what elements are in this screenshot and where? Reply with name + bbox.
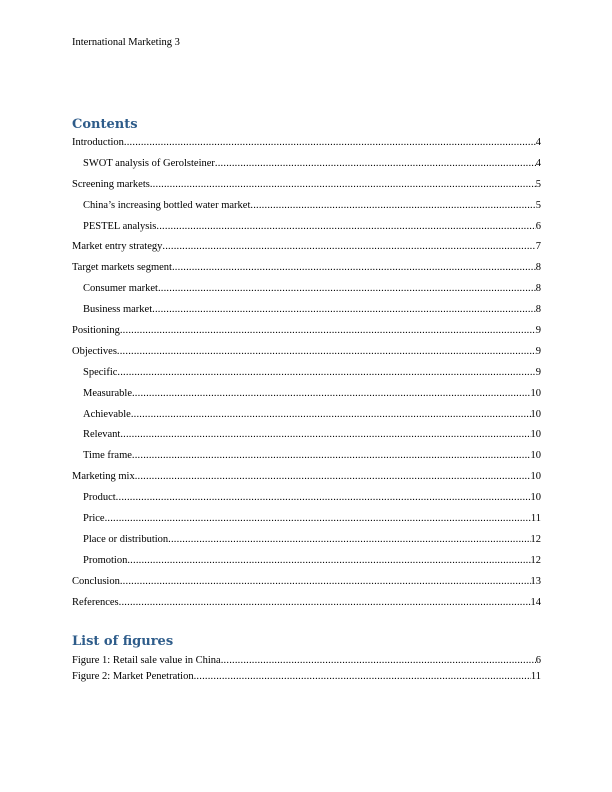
- toc-entry[interactable]: [72, 366, 541, 387]
- dot-leader: [158, 282, 536, 295]
- toc-entry-page-number: 8: [535, 262, 541, 274]
- toc-entry-page-number: 6: [535, 220, 541, 232]
- running-header: International Marketing 3: [72, 37, 180, 48]
- toc-entry[interactable]: [72, 554, 541, 575]
- dot-leader: [119, 596, 531, 609]
- toc-entry[interactable]: [72, 428, 541, 449]
- toc-entry[interactable]: [72, 512, 541, 533]
- dot-leader: [120, 575, 531, 588]
- toc-entry-page-number: 9: [535, 325, 541, 337]
- toc-entry[interactable]: [72, 178, 541, 199]
- toc-entry-title: Place or distribution: [83, 533, 169, 545]
- toc-entry-title: Objectives: [72, 345, 117, 357]
- toc-entry[interactable]: [72, 345, 541, 366]
- toc-entry[interactable]: [72, 261, 541, 282]
- toc-entry-page-number: 14: [530, 596, 541, 608]
- toc-entry-title: Promotion: [83, 554, 128, 566]
- toc-entry-title: Business market: [83, 304, 153, 316]
- toc-entry[interactable]: [72, 533, 541, 554]
- toc-entry-title: Introduction: [72, 137, 124, 148]
- dot-leader: [105, 512, 531, 525]
- dot-leader: [120, 324, 536, 337]
- toc-entry[interactable]: [72, 324, 541, 345]
- list-of-figures: [72, 654, 541, 686]
- dot-leader: [135, 470, 531, 483]
- toc-entry-title: Measurable: [83, 387, 132, 399]
- toc-entry-title: Figure 1: Retail sale value in China: [72, 655, 221, 666]
- toc-entry-title: Conclusion: [72, 575, 120, 587]
- toc-entry[interactable]: [72, 240, 541, 261]
- figures-heading: List of figures: [72, 634, 174, 649]
- toc-entry-title: Marketing mix: [72, 471, 135, 483]
- dot-leader: [194, 670, 531, 683]
- toc-entry-title: Product: [83, 492, 116, 504]
- toc-entry-page-number: 10: [530, 450, 541, 462]
- toc-entry-page-number: 10: [530, 492, 541, 504]
- dot-leader: [120, 428, 530, 441]
- dot-leader: [117, 345, 536, 358]
- toc-entry-title: Price: [83, 513, 105, 525]
- toc-entry-title: Time frame: [83, 450, 132, 462]
- toc-entry[interactable]: [72, 596, 541, 617]
- dot-leader: [250, 199, 535, 212]
- toc-entry-page-number: 10: [530, 408, 541, 420]
- toc-entry-title: Specific: [83, 366, 118, 378]
- dot-leader: [221, 654, 536, 667]
- toc-entry-title: China’s increasing bottled water market: [83, 199, 251, 211]
- toc-entry-title: Market entry strategy: [72, 241, 163, 253]
- toc-entry-page-number: 10: [530, 471, 541, 483]
- toc-entry-page-number: 6: [535, 655, 541, 666]
- toc-entry[interactable]: [72, 408, 541, 429]
- dot-leader: [124, 136, 536, 149]
- toc-entry-page-number: 5: [535, 178, 541, 190]
- toc-entry-title: Positioning: [72, 325, 120, 337]
- table-of-contents: [72, 136, 541, 616]
- toc-entry[interactable]: [72, 282, 541, 303]
- toc-entry-title: References: [72, 596, 119, 608]
- dot-leader: [116, 491, 531, 504]
- dot-leader: [172, 261, 536, 274]
- toc-entry[interactable]: [72, 303, 541, 324]
- dot-leader: [168, 533, 530, 546]
- toc-entry-page-number: 12: [530, 533, 541, 545]
- toc-entry[interactable]: [72, 387, 541, 408]
- dot-leader: [127, 554, 530, 567]
- dot-leader: [132, 449, 531, 462]
- toc-entry-title: Screening markets: [72, 178, 150, 190]
- toc-entry[interactable]: [72, 575, 541, 596]
- toc-entry-page-number: 10: [530, 429, 541, 441]
- dot-leader: [150, 178, 536, 191]
- dot-leader: [162, 240, 535, 253]
- toc-entry-title: Target markets segment: [72, 262, 172, 274]
- contents-heading: Contents: [72, 117, 138, 132]
- toc-entry-page-number: 12: [530, 554, 541, 566]
- toc-entry[interactable]: [72, 157, 541, 178]
- toc-entry-title: Relevant: [83, 429, 121, 441]
- toc-entry[interactable]: [72, 449, 541, 470]
- toc-entry-title: Consumer market: [83, 283, 158, 295]
- toc-entry-title: Figure 2: Market Penetration: [72, 671, 194, 682]
- toc-entry[interactable]: [72, 470, 541, 491]
- toc-entry-page-number: 9: [535, 345, 541, 357]
- toc-entry-page-number: 11: [530, 513, 541, 525]
- toc-entry[interactable]: [72, 491, 541, 512]
- toc-entry[interactable]: [72, 136, 541, 157]
- toc-entry[interactable]: [72, 220, 541, 241]
- toc-entry-page-number: 11: [530, 671, 541, 682]
- toc-entry[interactable]: [72, 654, 541, 670]
- toc-entry-page-number: 4: [535, 137, 541, 148]
- toc-entry-page-number: 5: [535, 199, 541, 211]
- dot-leader: [117, 366, 535, 379]
- dot-leader: [152, 303, 536, 316]
- dot-leader: [215, 157, 536, 170]
- toc-entry-title: Achievable: [83, 408, 131, 420]
- toc-entry-page-number: 8: [535, 283, 541, 295]
- toc-entry[interactable]: [72, 199, 541, 220]
- toc-entry-page-number: 13: [530, 575, 541, 587]
- toc-entry-title: PESTEL analysis: [83, 220, 157, 232]
- dot-leader: [131, 408, 531, 421]
- toc-entry-page-number: 7: [535, 241, 541, 253]
- toc-entry-title: SWOT analysis of Gerolsteiner: [83, 157, 215, 169]
- dot-leader: [132, 387, 531, 400]
- toc-entry-page-number: 8: [535, 304, 541, 316]
- toc-entry-page-number: 4: [535, 157, 541, 169]
- toc-entry-page-number: 10: [530, 387, 541, 399]
- toc-entry[interactable]: [72, 670, 541, 686]
- dot-leader: [156, 220, 535, 233]
- toc-entry-page-number: 9: [535, 366, 541, 378]
